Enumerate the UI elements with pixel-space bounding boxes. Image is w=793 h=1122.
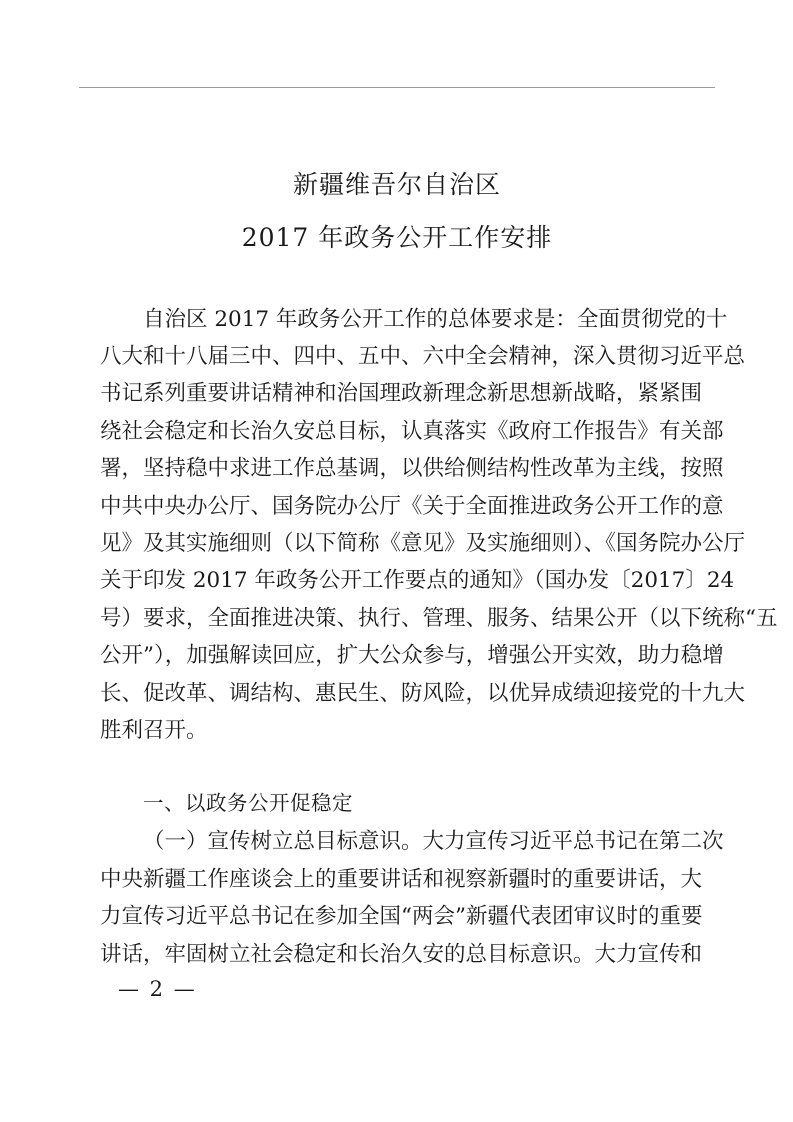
page-number: — 2 — — [118, 977, 197, 1001]
paragraph-line: 署，坚持稳中求进工作总基调，以供给侧结构性改革为主线，按照 — [100, 456, 724, 481]
paragraph-line: 中央新疆工作座谈会上的重要讲话和视察新疆时的重要讲话，大 — [100, 867, 703, 892]
paragraph-line: 胜利召开。 — [100, 718, 208, 743]
paragraph-line: 书记系列重要讲话精神和治国理政新理念新思想新战略，紧紧围 — [100, 381, 703, 406]
paragraph-line: 号）要求，全面推进决策、执行、管理、服务、结果公开（以下统称“五 — [100, 606, 778, 631]
paragraph-line: 自治区 2017 年政务公开工作的总体要求是：全面贯彻党的十 — [143, 307, 728, 332]
paragraph-line: 绕社会稳定和长治久安总目标，认真落实《政府工作报告》有关部 — [100, 419, 724, 444]
paragraph-line: 公开”），加强解读回应，扩大公众参与，增强公开实效，助力稳增 — [100, 643, 724, 668]
header-rule — [79, 87, 715, 88]
paragraph-line: 讲话，牢固树立社会稳定和长治久安的总目标意识。大力宣传和 — [100, 942, 703, 967]
paragraph-line: 八大和十八届三中、四中、五中、六中全会精神，深入贯彻习近平总 — [100, 344, 746, 369]
document-title-line-1: 新疆维吾尔自治区 — [292, 170, 501, 199]
paragraph-line: （一）宣传树立总目标意识。大力宣传习近平总书记在第二次 — [143, 829, 724, 854]
paragraph-line: 中共中央办公厅、国务院办公厅《关于全面推进政务公开工作的意 — [100, 494, 724, 519]
paragraph-line: 见》及其实施细则（以下简称《意见》及实施细则）、《国务院办公厅 — [100, 531, 746, 556]
paragraph-line: 力宣传习近平总书记在参加全国“两会”新疆代表团审议时的重要 — [100, 904, 703, 929]
paragraph-line: 长、促改革、调结构、惠民生、防风险，以优异成绩迎接党的十九大 — [100, 681, 746, 706]
paragraph-line: 关于印发 2017 年政务公开工作要点的通知》（国办发〔2017〕24 — [100, 568, 735, 593]
document-title-line-2: 2017 年政务公开工作安排 — [241, 223, 553, 252]
section-heading: 一、以政务公开促稳定 — [143, 791, 353, 815]
